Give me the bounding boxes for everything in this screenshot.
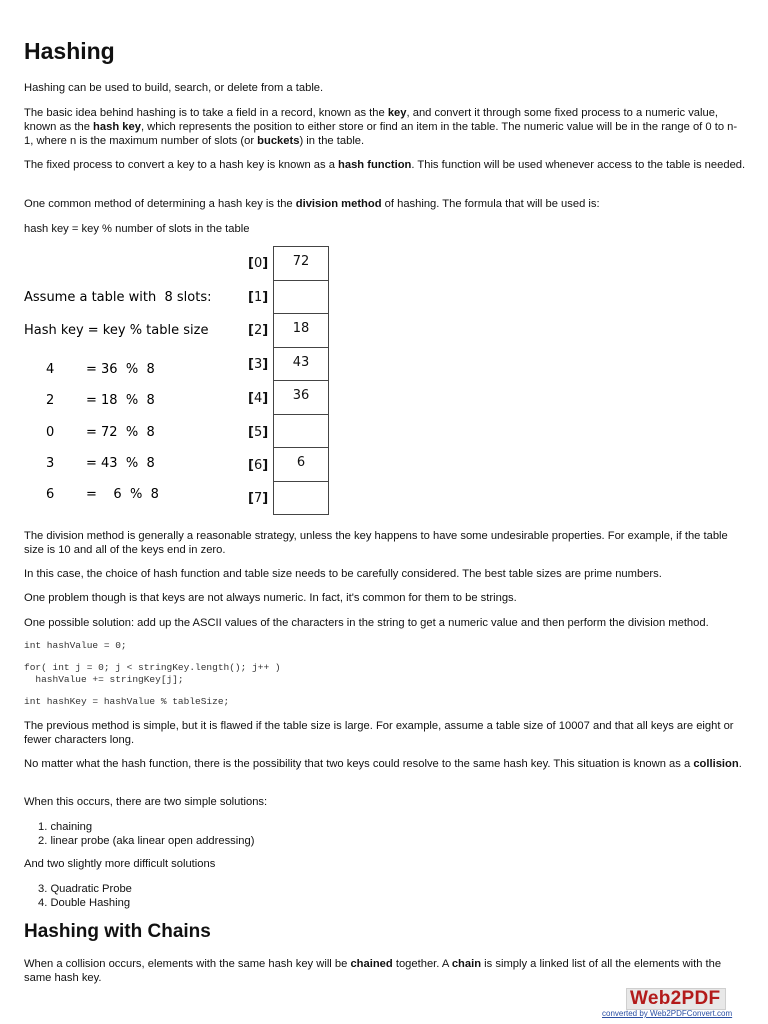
calc-expr: = 6 % 8: [86, 487, 159, 502]
slot-index: 2: [253, 323, 263, 338]
slot-index: 5: [253, 425, 263, 440]
slot-value: 6: [274, 448, 328, 482]
text: , which represents the position to either store or find an item in the table. The numeric value will be in the range of 0 to n-1, where n is the maximum number of slots (or: [24, 121, 738, 147]
converted-by-link[interactable]: converted by Web2PDFConvert.com: [602, 1009, 733, 1018]
slot-index: 7: [253, 491, 263, 506]
slot-index: 1: [253, 290, 263, 305]
slot-index: 6: [253, 458, 263, 473]
text: When a collision occurs, elements with the same hash key will be: [24, 958, 351, 970]
slot-value: 36: [274, 381, 328, 415]
solutions-intro-paragraph: When this occurs, there are two simple solutions:: [24, 796, 268, 808]
difficult-solutions-list: [38, 882, 132, 910]
text: One common method of determining a hash key is the: [24, 198, 296, 210]
term-buckets: buckets: [257, 135, 300, 147]
code-line: int hashKey = hashValue % tableSize;: [24, 696, 230, 707]
slot-index: 3: [253, 357, 263, 372]
term-chained: chained: [350, 958, 393, 970]
text: The fixed process to convert a key to a hash key is known as a: [24, 159, 339, 171]
basic-idea-paragraph: [24, 106, 746, 148]
text: ) in the table.: [299, 135, 365, 147]
term-chain: chain: [451, 958, 482, 970]
code-line: int hashValue = 0;: [24, 640, 127, 651]
text: .: [738, 758, 742, 770]
slot-value: [274, 482, 328, 515]
slot-label: [2]: [248, 323, 269, 338]
assume-text: Assume a table with 8 slots:: [24, 290, 212, 305]
section-heading: Hashing with Chains: [24, 921, 211, 942]
slot-value: 18: [274, 314, 328, 348]
text: is simply a linked list of all the elements with the same hash key.: [24, 958, 722, 984]
hash-table-diagram: [24, 246, 354, 518]
slot-label: [7]: [248, 491, 269, 506]
term-collision: collision: [693, 758, 739, 770]
slot-index: 0: [253, 256, 263, 271]
calc-expr: = 43 % 8: [86, 456, 155, 471]
calc-expr: = 72 % 8: [86, 425, 155, 440]
formula-text: Hash key = key % table size: [24, 323, 209, 338]
calc-key: 6: [46, 487, 55, 502]
logo-text: Web2PDF: [630, 988, 721, 1009]
web2pdf-logo[interactable]: [602, 988, 752, 1022]
text: No matter what the hash function, there is the possibility that two keys could resolve to the same hash key. This situation is known as a: [24, 758, 694, 770]
page-title: Hashing: [24, 38, 115, 64]
table-size-paragraph: In this case, the choice of hash function and table size needs to be carefully considered. The best table sizes are prime numbers.: [24, 568, 662, 580]
simple-solutions-list: [38, 820, 254, 848]
list-item: 3. Quadratic Probe: [38, 883, 132, 895]
calc-key: 2: [46, 393, 55, 408]
text: , and convert it through some fixed process to a numeric value, known as the: [24, 107, 719, 133]
chains-paragraph: [24, 957, 746, 985]
slot-label: [1]: [248, 290, 269, 305]
hash-table-slots: [273, 246, 329, 515]
division-method-paragraph: [24, 197, 746, 211]
slot-label: [4]: [248, 391, 269, 406]
list-item: 4. Double Hashing: [38, 897, 131, 909]
slot-value: 43: [274, 348, 328, 382]
slot-value: 72: [274, 247, 328, 281]
string-keys-paragraph: One problem though is that keys are not always numeric. In fact, it's common for them to be strings.: [24, 592, 517, 604]
term-division-method: division method: [295, 198, 382, 210]
term-hash-function: hash function: [338, 159, 412, 171]
collision-paragraph: [24, 757, 746, 771]
code-block: for( int j = 0; j < stringKey.length(); j++ ) hashValue += stringKey[j];: [24, 662, 281, 685]
flaw-paragraph: The previous method is simple, but it is flawed if the table size is large. For example, assume a table size of 10007 and that all keys are eight or fewer characters long.: [24, 720, 734, 746]
calc-expr: = 36 % 8: [86, 362, 155, 377]
difficult-solutions-paragraph: And two slightly more difficult solutions: [24, 858, 216, 870]
text: together. A: [392, 958, 452, 970]
slot-label: [3]: [248, 357, 269, 372]
term-key: key: [387, 107, 407, 119]
text: . This function will be used whenever access to the table is needed.: [411, 159, 746, 171]
calc-key: 4: [46, 362, 55, 377]
list-item: 2. linear probe (aka linear open addressing): [38, 835, 255, 847]
text: The basic idea behind hashing is to take a field in a record, known as the: [24, 107, 388, 119]
text: of hashing. The formula that will be used is:: [381, 198, 600, 210]
slot-label: [5]: [248, 425, 269, 440]
slot-label: [6]: [248, 458, 269, 473]
formula-paragraph: hash key = key % number of slots in the table: [24, 223, 250, 235]
division-strategy-paragraph: The division method is generally a reasonable strategy, unless the key happens to have some undesirable properties. For example, if the table size is 10 and all of the keys end in zero.: [24, 530, 728, 556]
slot-label: [0]: [248, 256, 269, 271]
hash-function-paragraph: [24, 158, 746, 172]
list-item: 1. chaining: [38, 821, 93, 833]
calc-key: 3: [46, 456, 55, 471]
calc-key: 0: [46, 425, 55, 440]
calc-expr: = 18 % 8: [86, 393, 155, 408]
term-hash-key: hash key: [93, 121, 141, 133]
slot-index: 4: [253, 391, 263, 406]
intro-paragraph: Hashing can be used to build, search, or delete from a table.: [24, 82, 324, 94]
ascii-solution-paragraph: One possible solution: add up the ASCII values of the characters in the string to get a numeric value and then perform the division method.: [24, 617, 709, 629]
slot-value: [274, 281, 328, 315]
slot-value: [274, 415, 328, 449]
